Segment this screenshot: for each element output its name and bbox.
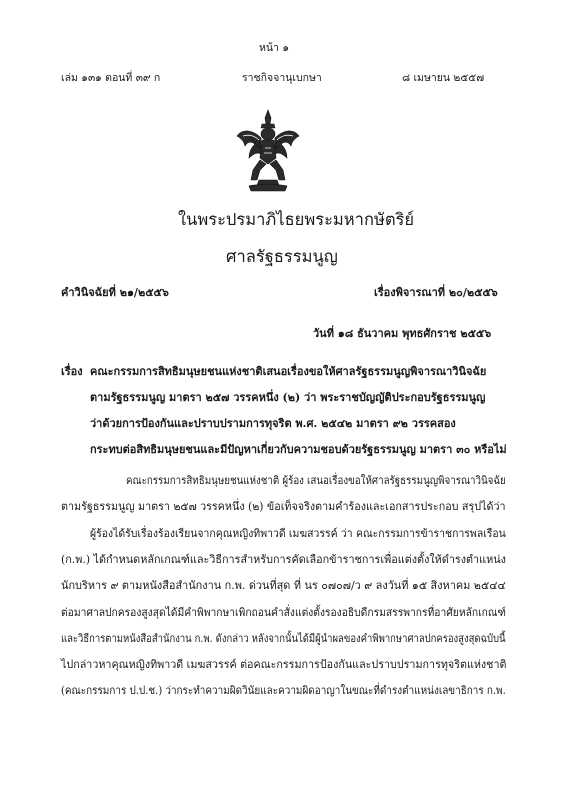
body-line: ตามรัฐธรรมนูญ มาตรา ๒๕๗ วรรคหนึ่ง (๒) ข้อเท็จจริงตามคำร้องและเอกสารประกอบ สรุปได้ว่า bbox=[61, 500, 506, 513]
body-line: ผู้ร้องได้รับเรื่องร้องเรียนจากคุณหญิงทิพาวดี เมฆสวรรค์ ว่า คณะกรรมการข้าราชการพลเรือน bbox=[90, 527, 506, 540]
subject-line: กระทบต่อสิทธิมนุษยชนและมีปัญหาเกี่ยวกับความชอบด้วยรัฐธรรมนูญ มาตรา ๓๐ หรือไม่ bbox=[90, 443, 507, 456]
garuda-emblem-icon bbox=[235, 108, 301, 192]
page-number: หน้า ๑ bbox=[259, 42, 289, 54]
gazette-name: ราชกิจจานุเบกษา bbox=[242, 72, 322, 84]
subject-line: คณะกรรมการสิทธิมนุษยชนแห่งชาติเสนอเรื่องขอให้ศาลรัฐธรรมนูญพิจารณาวินิจฉัย bbox=[90, 365, 487, 378]
body-line: (ก.พ.) ได้กำหนดหลักเกณฑ์และวิธีการสำหรับการคัดเลือกข้าราชการเพื่อแต่งตั้งให้ดำรงตำแหน่ง bbox=[61, 553, 506, 566]
subject-label: เรื่อง bbox=[61, 365, 83, 378]
gazette-volume: เล่ม ๑๓๑ ตอนที่ ๓๙ ก bbox=[61, 72, 161, 84]
court-name: ศาลรัฐธรรมนูญ bbox=[226, 247, 338, 266]
gazette-date: ๘ เมษายน ๒๕๕๗ bbox=[402, 72, 485, 84]
body-line: ต่อมาศาลปกครองสูงสุดได้มีคำพิพากษาเพิกถอนคำสั่งแต่งตั้งรองอธิบดีกรมสรรพากรที่อาศัยหลักเกณฑ์ bbox=[61, 606, 506, 619]
body-line: คณะกรรมการสิทธิมนุษยชนแห่งชาติ ผู้ร้อง เสนอเรื่องขอให้ศาลรัฐธรรมนูญพิจารณาวินิจฉัย bbox=[126, 474, 506, 487]
body-line: และวิธีการตามหนังสือสำนักงาน ก.พ. ดังกล่าว หลังจากนั้นได้มีผู้นำผลของคำพิพากษาศาลปกครองสูงสุดฉบับนี้ bbox=[61, 632, 506, 645]
ruling-number: คำวินิจฉัยที่ ๒๑/๒๕๕๖ bbox=[61, 286, 169, 299]
body-line: (คณะกรรมการ ป.ป.ช.) ว่ากระทำความผิดวินัยและความผิดอาญาในขณะที่ดำรงตำแหน่งเลขาธิการ ก.พ. bbox=[61, 684, 506, 697]
subject-line: ว่าด้วยการป้องกันและปราบปรามการทุจริต พ.ศ. ๒๕๔๒ มาตรา ๙๒ วรรคสอง bbox=[90, 417, 456, 430]
body-line: นักบริหาร ๙ ตามหนังสือสำนักงาน ก.พ. ด่วนที่สุด ที่ นร ๐๗๐๗/ว ๙ ลงวันที่ ๑๕ สิงหาคม ๒๕๔๔ bbox=[61, 579, 506, 592]
royal-heading: ในพระปรมาภิไธยพระมหากษัตริย์ bbox=[178, 210, 415, 229]
subject-line: ตามรัฐธรรมนูญ มาตรา ๒๕๗ วรรคหนึ่ง (๒) ว่า พระราชบัญญัติประกอบรัฐธรรมนูญ bbox=[90, 391, 486, 404]
ruling-date: วันที่ ๑๘ ธันวาคม พุทธศักราช ๒๕๕๖ bbox=[313, 327, 492, 340]
matter-number: เรื่องพิจารณาที่ ๒๐/๒๕๕๖ bbox=[374, 286, 498, 299]
body-line: ไปกล่าวหาคุณหญิงทิพาวดี เมฆสวรรค์ ต่อคณะกรรมการป้องกันและปราบปรามการทุจริตแห่งชาติ bbox=[61, 658, 507, 671]
